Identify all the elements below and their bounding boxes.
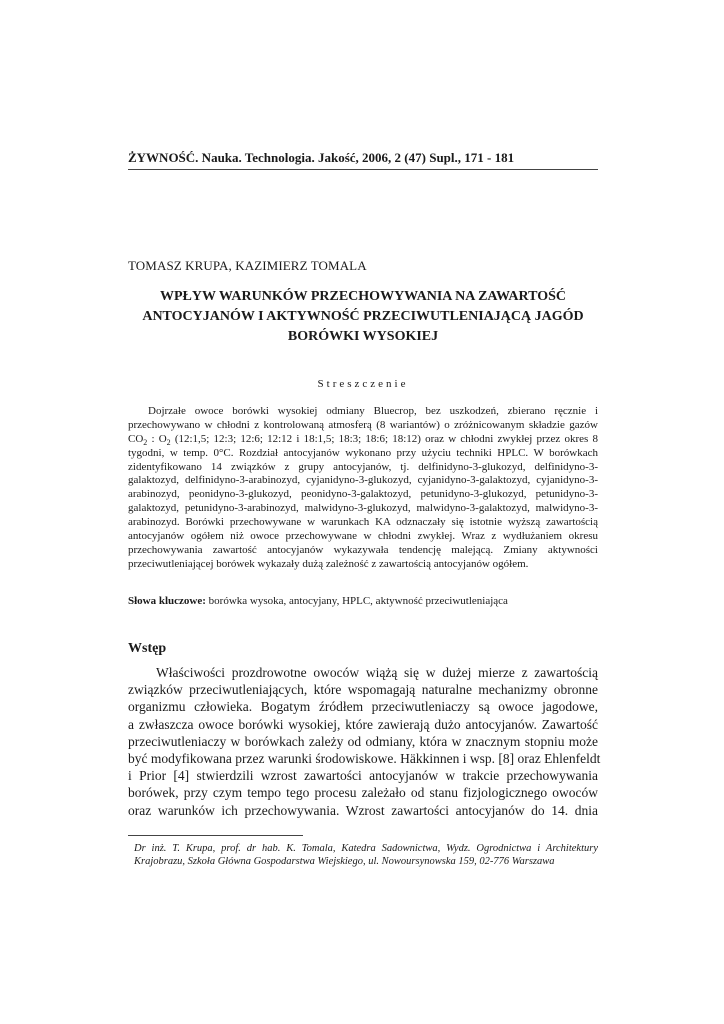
abstract-line: arabinozyd, peonidyno-3-glukozyd, peonidyno-3-galaktozyd, petunidyno-3-glukozyd, petunidyno-3- bbox=[128, 488, 598, 501]
keywords-text: borówka wysoka, antocyjany, HPLC, aktywność przeciwutleniająca bbox=[205, 595, 508, 607]
abstract-line: przechowywano w chłodni z kontrolowaną atmosferą (8 wariantów) o zróżnicowanym składzie gazów bbox=[128, 418, 598, 431]
title-line: BORÓWKI WYSOKIEJ bbox=[287, 329, 439, 344]
abstract-line: zidentyfikowano 14 związków z grupy antocyjanów, tj. delfinidyno-3-glukozyd, delfinidyno-3- bbox=[128, 460, 598, 473]
body-line: przeciwutleniaczy w borówkach zależy od odmiany, która w znacznym stopniu może bbox=[128, 733, 598, 749]
abstract-line: antocyjanów ogółem niż owoce przechowywane w chłodni zwykłej. Wraz z wydłużaniem okresu bbox=[128, 530, 598, 543]
abstract-line: arabinozyd. Borówki przechowywane w warunkach KA odznaczały się istotnie wyższą zawartością bbox=[128, 516, 598, 529]
abstract-line: galaktozyd, petunidyno-3-arabinozyd, malwidyno-3-glukozyd, malwidyno-3-galaktozyd, malwidyno-3- bbox=[128, 502, 598, 515]
formula-co: CO bbox=[128, 432, 144, 445]
abstract-line-formula bbox=[128, 433, 598, 447]
body-line: Właściwości prozdrowotne owoców wiążą się w dużej mierze z zawartością bbox=[156, 665, 598, 680]
abstract-line: Dojrzałe owoce borówki wysokiej odmiany Bluecrop, bez uszkodzeń, zbierano ręcznie i bbox=[148, 405, 598, 417]
abstract-heading: Streszczenie bbox=[317, 378, 409, 390]
body-line: borówek, przy czym tempo tego procesu zależało od stanu fizjologicznego owoców bbox=[128, 785, 598, 801]
body-line: być modyfikowana przez warunki środowiskowe. Häkkinnen i wsp. [8] oraz Ehlenfeldt bbox=[128, 750, 601, 766]
header-rule bbox=[128, 169, 598, 170]
journal-header: ŻYWNOŚĆ. Nauka. Technologia. Jakość, 2006, 2 (47) Supl., 171 - 181 bbox=[128, 150, 515, 165]
body-line: związków przeciwutleniających, które wspomagają naturalne mechanizmy obronne bbox=[128, 682, 598, 698]
title-line: ANTOCYJANÓW I AKTYWNOŚĆ PRZECIWUTLENIAJĄCĄ JAGÓD bbox=[142, 309, 584, 324]
footnote-line: Krajobrazu, Szkoła Główna Gospodarstwa Wiejskiego, ul. Nowoursynowska 159, 02-776 Warszawa bbox=[134, 856, 555, 867]
abstract-line: przechowywania zawartość antocyjanów wykazywała tendencję malejącą. Zmiany aktywności bbox=[128, 543, 598, 556]
formula-o: : O bbox=[147, 432, 167, 445]
footnote bbox=[134, 842, 598, 868]
formula-sub: 2 bbox=[166, 437, 171, 447]
formula-sub: 2 bbox=[143, 437, 148, 447]
footnote-rule bbox=[128, 835, 303, 836]
keywords bbox=[128, 595, 598, 607]
body-line: oraz warunków ich przechowywania. Wzrost zawartości antocyjanów do 14. dnia bbox=[128, 802, 598, 818]
title-line: WPŁYW WARUNKÓW PRZECHOWYWANIA NA ZAWARTOŚĆ bbox=[159, 289, 567, 304]
body-line: i Prior [4] stwierdzili wzrost zawartości antocyjanów w trakcie przechowywania bbox=[128, 768, 598, 784]
article-title bbox=[128, 287, 598, 347]
body-line: organizmu człowieka. Bogatym źródłem przeciwutleniaczy są owoce jagodowe, bbox=[128, 699, 598, 715]
body-line: a zwłaszcza owoce borówki wysokiej, które zawierają dużo antocyjanów. Zawartość bbox=[128, 716, 598, 732]
authors: TOMASZ KRUPA, KAZIMIERZ TOMALA bbox=[128, 258, 367, 273]
abstract-line: tygodni, w temp. 0°C. Rozdział antocyjanów wykonano przy użyciu techniki HPLC. W borówkach bbox=[128, 446, 598, 459]
formula-rest: (12:1,5; 12:3; 12:6; 12:12 i 18:1,5; 18:3; 18:6; 18:12) oraz w chłodni zwykłej przez okres 8 bbox=[170, 432, 598, 445]
abstract-line: przeciwutleniającej borówek wykazały dużą zależność z zawartością antocyjanów ogółem. bbox=[128, 557, 529, 570]
abstract-line: galaktozyd, delfinidyno-3-arabinozyd, cyjanidyno-3-glukozyd, cyjanidyno-3-galaktozyd, cyjanidyno-3- bbox=[128, 474, 598, 487]
body-text bbox=[128, 664, 601, 819]
keywords-label: Słowa kluczowe: bbox=[128, 595, 206, 607]
abstract bbox=[128, 405, 598, 572]
footnote-line: Dr inż. T. Krupa, prof. dr hab. K. Tomala, Katedra Sadownictwa, Wydz. Ogrodnictwa i Architektury bbox=[134, 843, 598, 854]
section-heading: Wstęp bbox=[128, 641, 167, 656]
